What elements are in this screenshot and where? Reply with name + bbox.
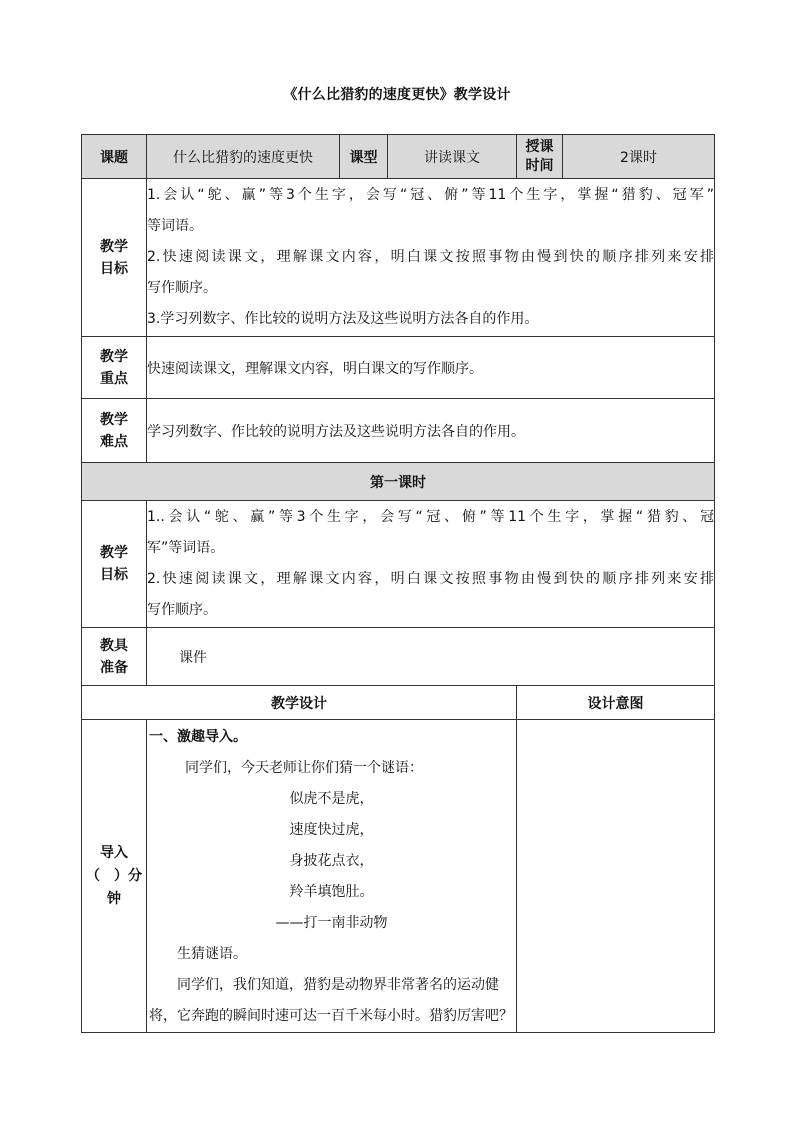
first-lesson-objectives-label: 教学 目标 bbox=[82, 501, 147, 628]
objectives-line: 2.快速阅读课文，理解课文内容，明白课文按照事物由慢到快的顺序排列来安排 bbox=[147, 249, 714, 265]
intro-intent-cell bbox=[517, 720, 715, 1033]
difficulties-text: 学习列数字、作比较的说明方法及这些说明方法各自的作用。 bbox=[147, 399, 715, 463]
riddle-line: 羚羊填饱肚。 bbox=[289, 884, 374, 900]
first-lesson-heading: 第一课时 bbox=[82, 463, 715, 501]
design-header-row bbox=[82, 686, 715, 720]
time-label: 授课 时间 bbox=[517, 135, 563, 179]
first-lesson-objectives-line: 2.快速阅读课文，理解课文内容，明白课文按照事物由慢到快的顺序排列来安排 bbox=[147, 571, 714, 587]
header-row bbox=[82, 135, 715, 179]
topic-label: 课题 bbox=[82, 135, 147, 179]
first-lesson-objectives-line: 军”等词语。 bbox=[147, 540, 225, 556]
tools-label: 教具 准备 bbox=[82, 628, 147, 686]
time-value: 2课时 bbox=[563, 135, 715, 179]
first-lesson-row bbox=[82, 463, 715, 501]
intro-paragraph-line: 同学们，我们知道，猎豹是动物界非常著名的运动健 bbox=[177, 977, 499, 993]
riddle-line: 速度快过虎， bbox=[289, 822, 374, 838]
topic-value: 什么比猎豹的速度更快 bbox=[147, 135, 340, 179]
intro-heading: 一、激趣导入。 bbox=[149, 729, 247, 745]
type-value: 讲读课文 bbox=[388, 135, 517, 179]
tools-row bbox=[82, 628, 715, 686]
design-header-right: 设计意图 bbox=[517, 686, 715, 720]
difficulties-row bbox=[82, 399, 715, 463]
guess-line: 生猜谜语。 bbox=[177, 946, 247, 962]
objectives-line: 1.会认“鸵、赢”等3个生字，会写“冠、俯”等11个生字，掌握“猎豹、冠军” bbox=[147, 187, 714, 203]
objectives-line: 等词语。 bbox=[147, 218, 203, 234]
riddle-line: 身披花点衣， bbox=[289, 853, 374, 869]
riddle-hint: ——打一南非动物 bbox=[275, 915, 388, 931]
key-points-label: 教学 重点 bbox=[82, 337, 147, 399]
intro-row bbox=[82, 720, 715, 1033]
document-title: 《什么比猎豹的速度更快》教学设计 bbox=[283, 87, 511, 103]
objectives-line: 3.学习列数字、作比较的说明方法及这些说明方法各自的作用。 bbox=[147, 311, 539, 327]
tools-value: 课件 bbox=[147, 628, 715, 686]
first-lesson-objectives-row bbox=[82, 501, 715, 628]
intro-label: 导入 （ ）分 钟 bbox=[82, 720, 147, 1033]
intro-lead: 同学们，今天老师让你们猜一个谜语： bbox=[185, 760, 423, 776]
key-points-text: 快速阅读课文，理解课文内容，明白课文的写作顺序。 bbox=[147, 337, 715, 399]
type-label: 课型 bbox=[340, 135, 388, 179]
first-lesson-objectives-content bbox=[147, 501, 715, 628]
objectives-content bbox=[147, 179, 715, 337]
objectives-row bbox=[82, 179, 715, 337]
intro-content bbox=[147, 720, 517, 1033]
objectives-label: 教学 目标 bbox=[82, 179, 147, 337]
key-points-row bbox=[82, 337, 715, 399]
intro-paragraph-line: 将，它奔跑的瞬间时速可达一百千米每小时。猎豹厉害吧？ bbox=[149, 1008, 513, 1024]
difficulties-label: 教学 难点 bbox=[82, 399, 147, 463]
objectives-line: 写作顺序。 bbox=[147, 280, 217, 296]
lesson-plan-table bbox=[81, 134, 715, 1033]
first-lesson-objectives-line: 1..会认“鸵、赢”等3个生字，会写“冠、俯”等11个生字，掌握“猎豹、冠 bbox=[147, 509, 714, 525]
riddle-line: 似虎不是虎， bbox=[289, 791, 374, 807]
design-header-left: 教学设计 bbox=[82, 686, 517, 720]
first-lesson-objectives-line: 写作顺序。 bbox=[147, 602, 217, 618]
